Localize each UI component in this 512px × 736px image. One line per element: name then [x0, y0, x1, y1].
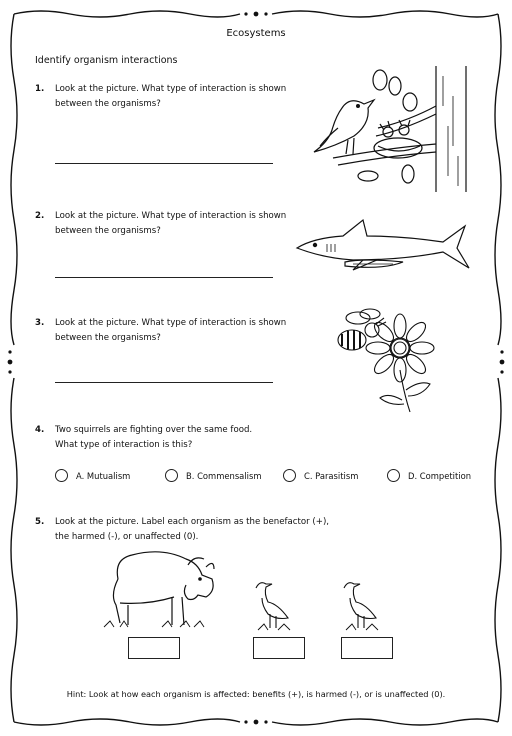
- question-text: Look at the picture. What type of interaction is shown: [55, 84, 287, 94]
- question-text: the harmed (-), or unaffected (0).: [55, 532, 199, 542]
- question-number: 2.: [35, 211, 45, 221]
- egret-icon: [338, 578, 386, 632]
- label-box-egret-2[interactable]: [341, 637, 393, 659]
- label-box-egret-1[interactable]: [253, 637, 305, 659]
- question-3: [35, 316, 295, 346]
- option-mutualism[interactable]: [55, 469, 130, 482]
- shark-remora-icon: [293, 218, 473, 274]
- page-title: Ecosystems: [226, 28, 286, 39]
- question-text: Look at the picture. What type of interaction is shown: [55, 318, 287, 328]
- option-commensalism[interactable]: [165, 469, 262, 482]
- bird-nest-icon: [298, 66, 473, 192]
- buffalo-icon: [102, 545, 218, 631]
- question-number: 1.: [35, 84, 45, 94]
- question-number: 5.: [35, 517, 45, 527]
- option-label: C. Parasitism: [304, 470, 359, 481]
- question-number: 4.: [35, 425, 45, 435]
- answer-line-1[interactable]: [55, 163, 273, 164]
- question-text: between the organisms?: [55, 99, 161, 109]
- question-1: [35, 82, 295, 112]
- radio-circle-icon[interactable]: [165, 469, 178, 482]
- worksheet-subtitle: Identify organism interactions: [35, 55, 178, 66]
- question-5: [35, 515, 375, 545]
- radio-circle-icon[interactable]: [387, 469, 400, 482]
- question-text: Look at the picture. Label each organism as the benefactor (+),: [55, 517, 330, 527]
- answer-line-2[interactable]: [55, 277, 273, 278]
- question-4: [35, 423, 335, 453]
- hint-text: Hint: Look at how each organism is affected: benefits (+), is harmed (-), or is unaffected (0).: [66, 689, 446, 699]
- egret-icon: [250, 578, 298, 632]
- option-label: A. Mutualism: [76, 470, 131, 481]
- answer-line-3[interactable]: [55, 382, 273, 383]
- option-parasitism[interactable]: [283, 469, 358, 482]
- option-label: D. Competition: [408, 470, 472, 481]
- option-competition[interactable]: [387, 469, 471, 482]
- question-text: What type of interaction is this?: [55, 440, 193, 450]
- question-number: 3.: [35, 318, 45, 328]
- radio-circle-icon[interactable]: [55, 469, 68, 482]
- question-text: between the organisms?: [55, 333, 161, 343]
- option-label: B. Commensalism: [186, 470, 262, 481]
- bee-flower-icon: [330, 304, 445, 414]
- question-text: between the organisms?: [55, 226, 161, 236]
- question-text: Two squirrels are fighting over the same food.: [55, 425, 253, 435]
- question-2: [35, 209, 295, 239]
- radio-circle-icon[interactable]: [283, 469, 296, 482]
- question-text: Look at the picture. What type of interaction is shown: [55, 211, 287, 221]
- label-box-buffalo[interactable]: [128, 637, 180, 659]
